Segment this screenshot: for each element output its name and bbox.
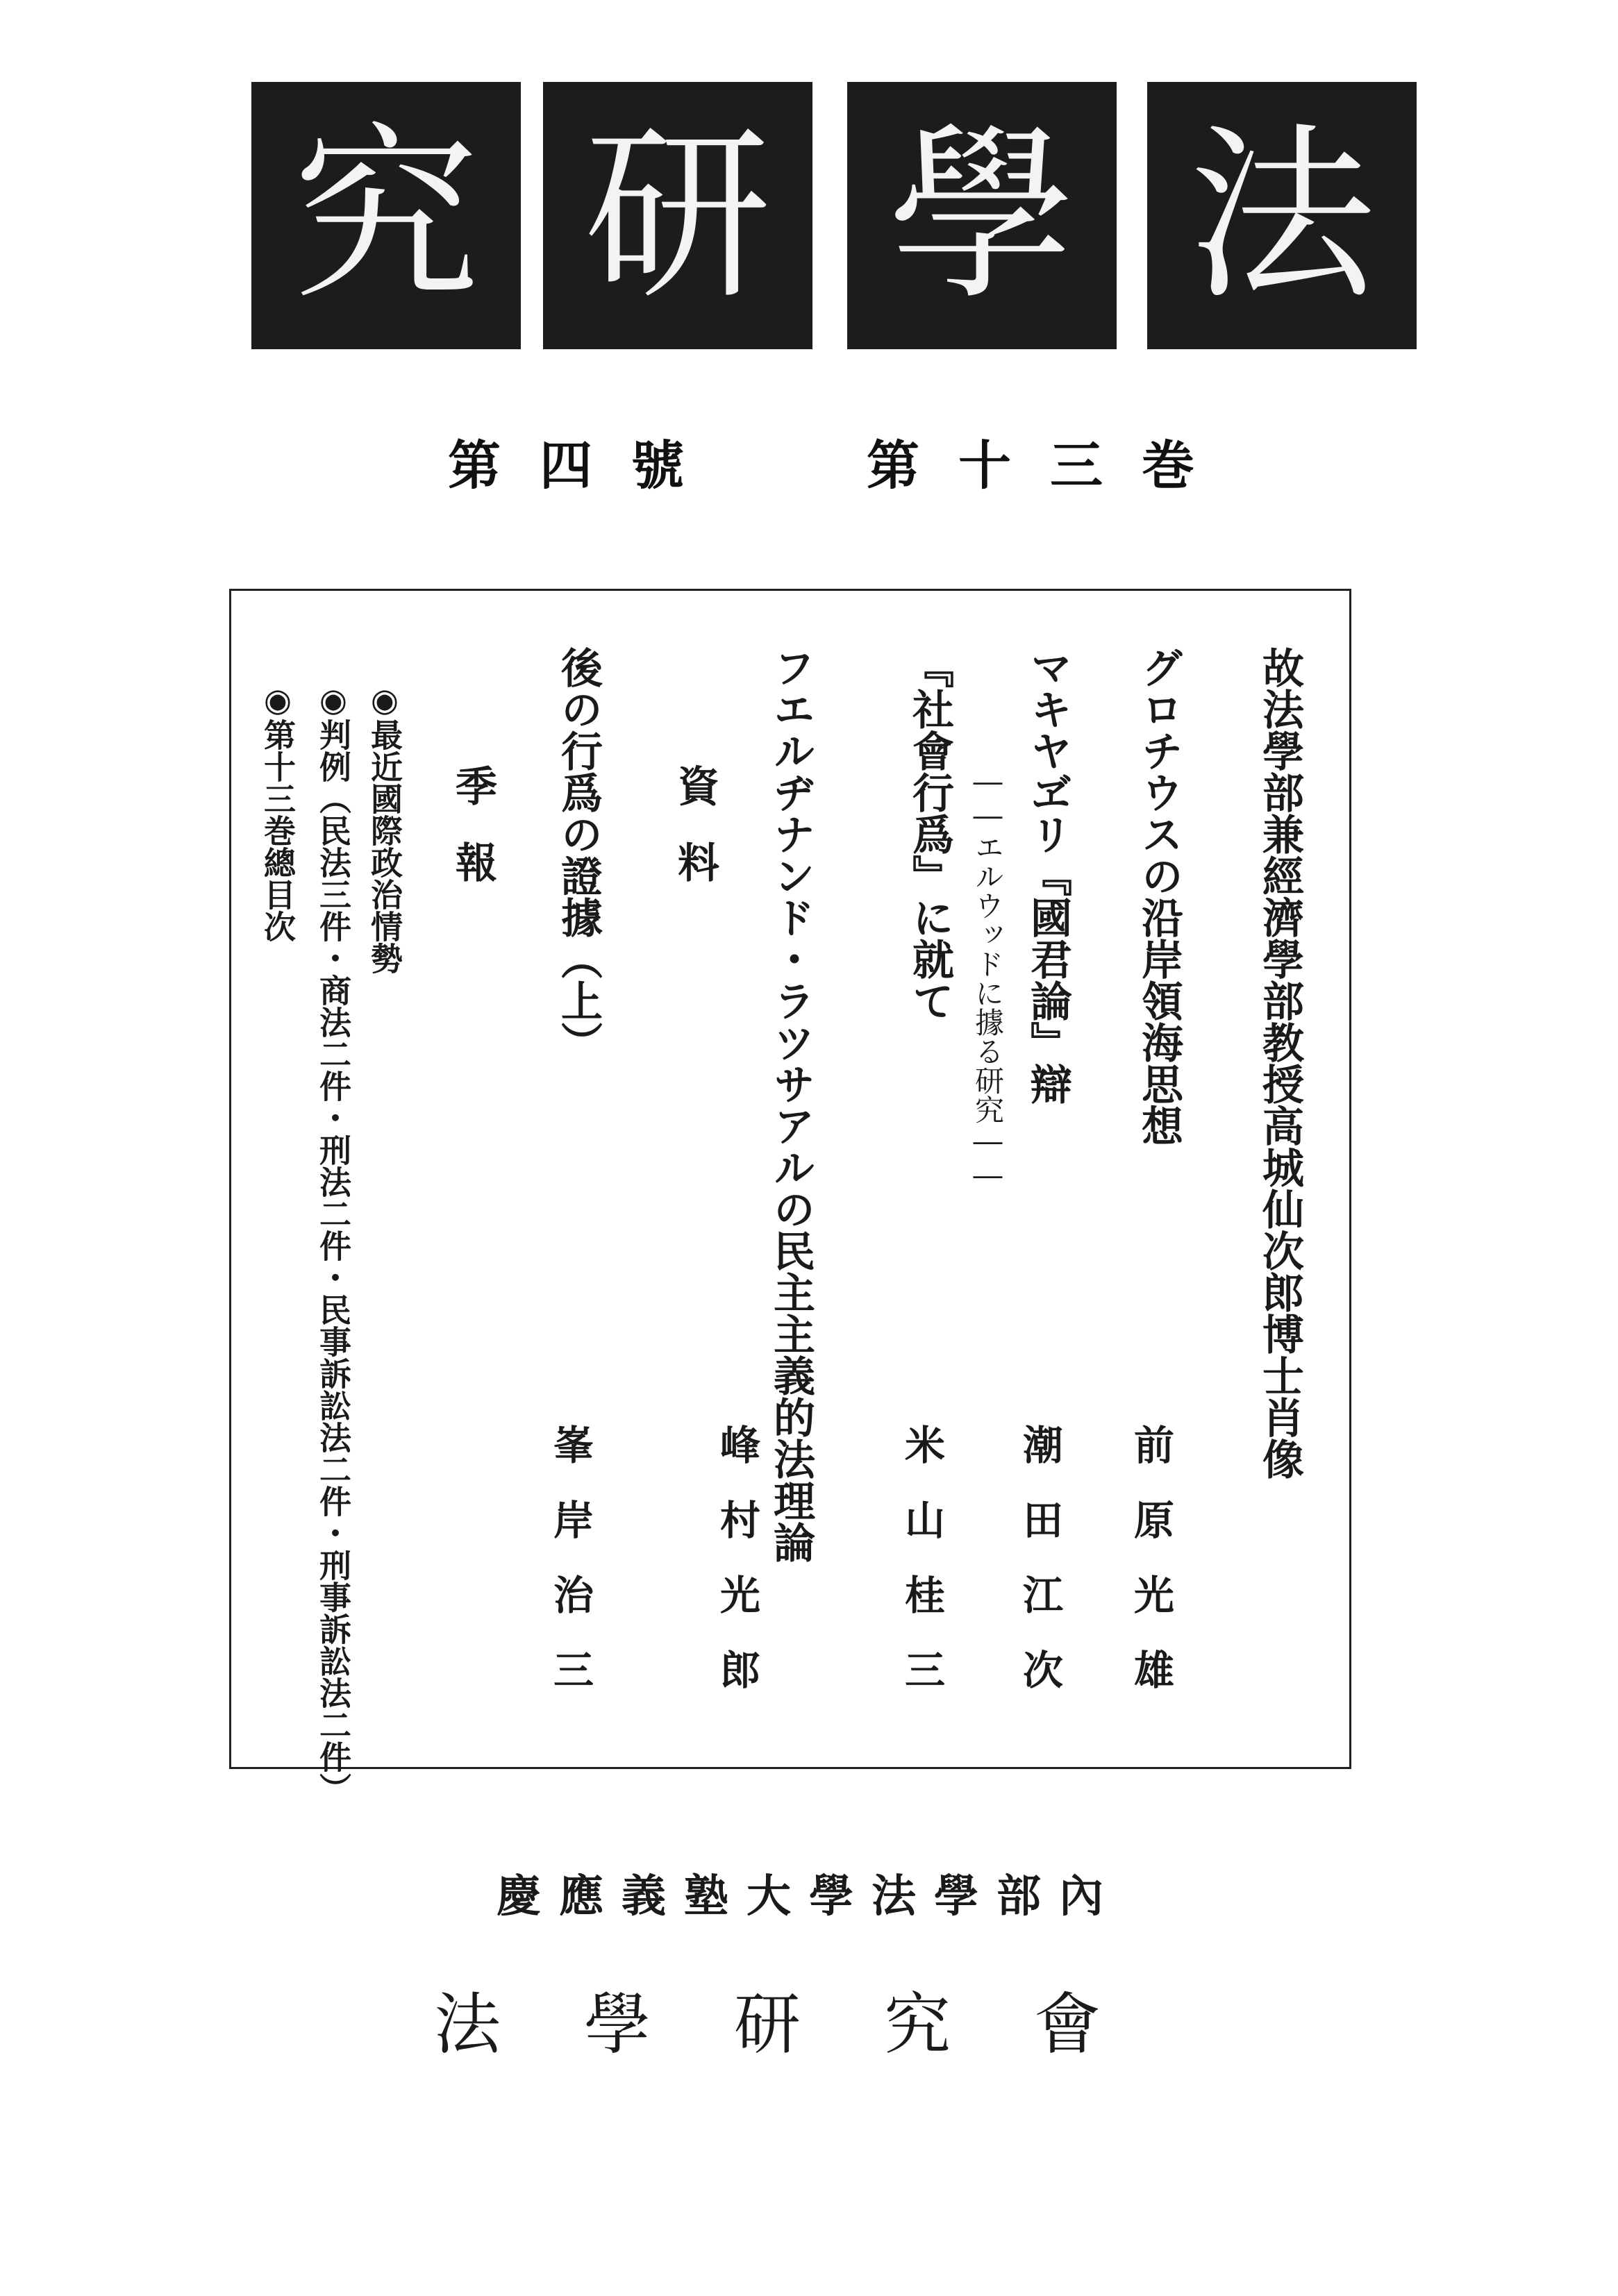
toc-section-heading: 資料 <box>671 764 719 917</box>
toc-item-author: 峰村光郎 <box>713 1424 760 1724</box>
toc-item-author: 米山桂三 <box>898 1424 945 1724</box>
title-char: 學 <box>888 106 1076 325</box>
title-char-block-2 <box>543 82 812 349</box>
toc-item-portrait: 故法學部兼經濟學部教授高城仙次郎博士肖像 <box>1256 646 1304 1480</box>
toc-item-title: ◉第十三巻總目次 <box>259 681 297 942</box>
title-char-block-4 <box>1147 82 1417 349</box>
title-char-block-3 <box>847 82 1117 349</box>
title-char-block-1 <box>251 82 521 349</box>
title-char: 究 <box>292 106 480 325</box>
table-of-contents <box>229 589 1351 1804</box>
toc-item-title: マキヤヹリ『國君論』辯 <box>1024 646 1072 1105</box>
toc-item-title: 後の行爲の證據（上） <box>554 646 603 1063</box>
toc-item-title: ◉最近國際政治情勢 <box>366 681 403 974</box>
title-char: 法 <box>1188 106 1376 325</box>
toc-item-title: フエルヂナンド・ラツサアルの民主主義的法理論 <box>767 646 815 1563</box>
toc-item-author: 潮田江次 <box>1016 1424 1063 1724</box>
publisher-name: 法學研究會 <box>434 1986 1184 2063</box>
toc-item-title: ◉判例（民法三件・商法二件・刑法二件・民事訴訟法二件・刑事訴訟法二件） <box>315 681 352 1804</box>
publisher-affiliation: 慶應義塾大學法學部內 <box>497 1870 1121 1922</box>
toc-item-title: グロチウスの沿岸領海思想 <box>1135 646 1183 1146</box>
toc-item-author: 前原光雄 <box>1127 1424 1174 1724</box>
volume-number: 第十三巻 <box>867 435 1233 496</box>
issue-number: 第四號 <box>448 435 723 496</box>
title-char: 研 <box>584 106 772 325</box>
toc-section-heading: 季報 <box>449 764 497 917</box>
toc-item-author: 峯岸治三 <box>547 1424 594 1724</box>
toc-item-title: 『社會行爲』に就て <box>906 646 954 1021</box>
toc-item-subtitle: ――エルウッドに據る研究―― <box>971 764 1005 1192</box>
